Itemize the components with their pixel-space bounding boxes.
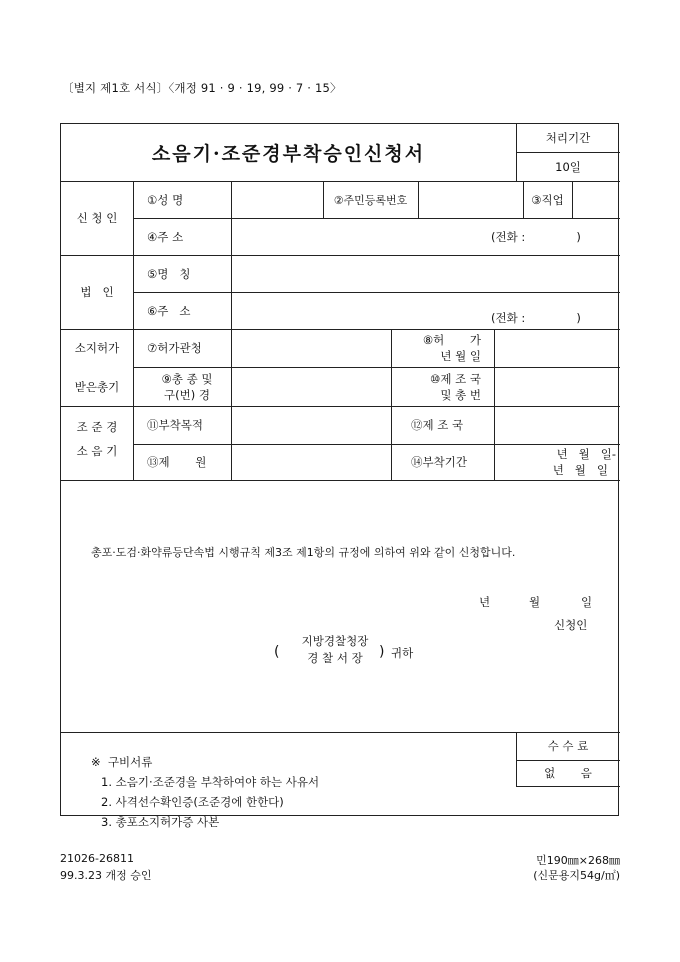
form-title: 소음기·조준경부착승인신청서 [151,143,426,165]
date-day: 일 [581,595,593,609]
paper-type: (신문용지54g/㎡) [533,869,620,882]
form-header-note: 〔별지 제1호 서식〕〈개정 91 · 9 · 19, 99 · 7 · 15〉 [62,81,342,95]
licensed-gun-section-line2: 받은총기 [74,379,120,394]
application-form [60,123,619,829]
applicant-name-label: ①성 명 [147,192,184,207]
applicant-phone[interactable]: (전화 : ) [491,229,581,244]
corporation-address-label: ⑥주 소 [147,303,191,318]
scope-section-line2: 소 음 기 [76,444,118,458]
application-statement: 총포·도검·화약류등단속법 시행규칙 제3조 제1항의 규정에 의하여 위와 같이 신청합니다. [91,546,516,559]
corporation-section-label: 법 인 [80,285,114,299]
date-month: 월 [529,595,541,609]
attach-period-field[interactable] [494,444,616,480]
license-date-label [411,329,481,367]
form-revision: 99.3.23 개정 승인 [60,869,152,882]
attach-period-to: 년 월 일 [552,463,608,477]
gun-type-label [147,367,227,406]
attach-purpose-field[interactable] [231,406,391,444]
fee-label: 수 수 료 [547,739,589,753]
gun-maker-field[interactable] [494,367,620,406]
scope-spec-field[interactable] [231,444,391,480]
paper-size: 민190㎜×268㎜ [536,854,620,867]
attach-purpose-label: ⑪부착목적 [147,418,203,432]
gun-type-label-line1: ⑨총 종 및 [161,371,213,386]
gun-maker-label-line1: ⑩제 조 국 [430,371,481,386]
signer-label: 신청인 [554,618,588,632]
licensed-gun-section-line1: 소지허가 [74,341,120,355]
document-item-2: 2. 사격선수확인증(조준경에 한한다) [101,795,284,809]
gun-maker-label [411,367,481,406]
scope-section-line1: 조 준 경 [76,420,118,434]
applicant-name-field[interactable] [231,181,323,218]
applicant-job-label: ③직업 [531,192,564,207]
addressee-line1: 지방경찰청장 [301,634,369,648]
license-date-label-line1: ⑧허 가 [422,333,481,347]
document-item-3: 3. 총포소지허가증 사본 [101,815,220,829]
documents-heading: ※ 구비서류 [91,755,153,769]
attach-period-label: ⑭부착기간 [411,455,467,469]
addressee [295,633,375,667]
scope-spec-label: ⑬제 원 [147,455,207,469]
applicant-job-field[interactable] [572,181,620,218]
scope-country-field[interactable] [494,406,620,444]
gun-type-label-line2: 구(번) 경 [164,387,210,402]
processing-period-value: 10일 [555,159,581,174]
license-office-field[interactable] [231,329,391,367]
scope-country-label: ⑫제 조 국 [411,418,464,432]
gun-type-field[interactable] [231,367,391,406]
addressee-line2: 경 찰 서 장 [307,651,363,665]
document-item-1: 1. 소음기·조준경을 부착하여야 하는 사유서 [101,775,320,789]
applicant-rrn-label: ②주민등록번호 [333,193,408,207]
corporation-phone[interactable]: (전화 : ) [491,310,581,325]
addressee-paren-open: ( [274,644,280,660]
license-office-label: ⑦허가관청 [147,341,202,355]
addressee-paren-close: ) [379,644,385,660]
attach-period-from: 년 월 일- [556,447,616,461]
corporation-address-field[interactable] [231,292,491,329]
form-code: 21026-26811 [60,852,134,865]
processing-period-label: 처리기간 [545,131,591,145]
applicant-address-field[interactable] [231,218,521,255]
fee-value: 없 음 [544,766,592,780]
applicant-address-label: ④주 소 [147,229,184,244]
license-date-field[interactable] [494,329,620,367]
gun-maker-label-line2: 및 총 번 [440,387,481,402]
corporation-name-field[interactable] [231,255,620,292]
honorific: 귀하 [391,646,414,660]
corporation-name-label: ⑤명 칭 [147,266,191,281]
applicant-rrn-field[interactable] [418,181,523,218]
applicant-section-label: 신 청 인 [76,211,118,225]
license-date-label-line2: 년 월 일 [440,349,481,363]
date-year: 년 [479,595,491,609]
